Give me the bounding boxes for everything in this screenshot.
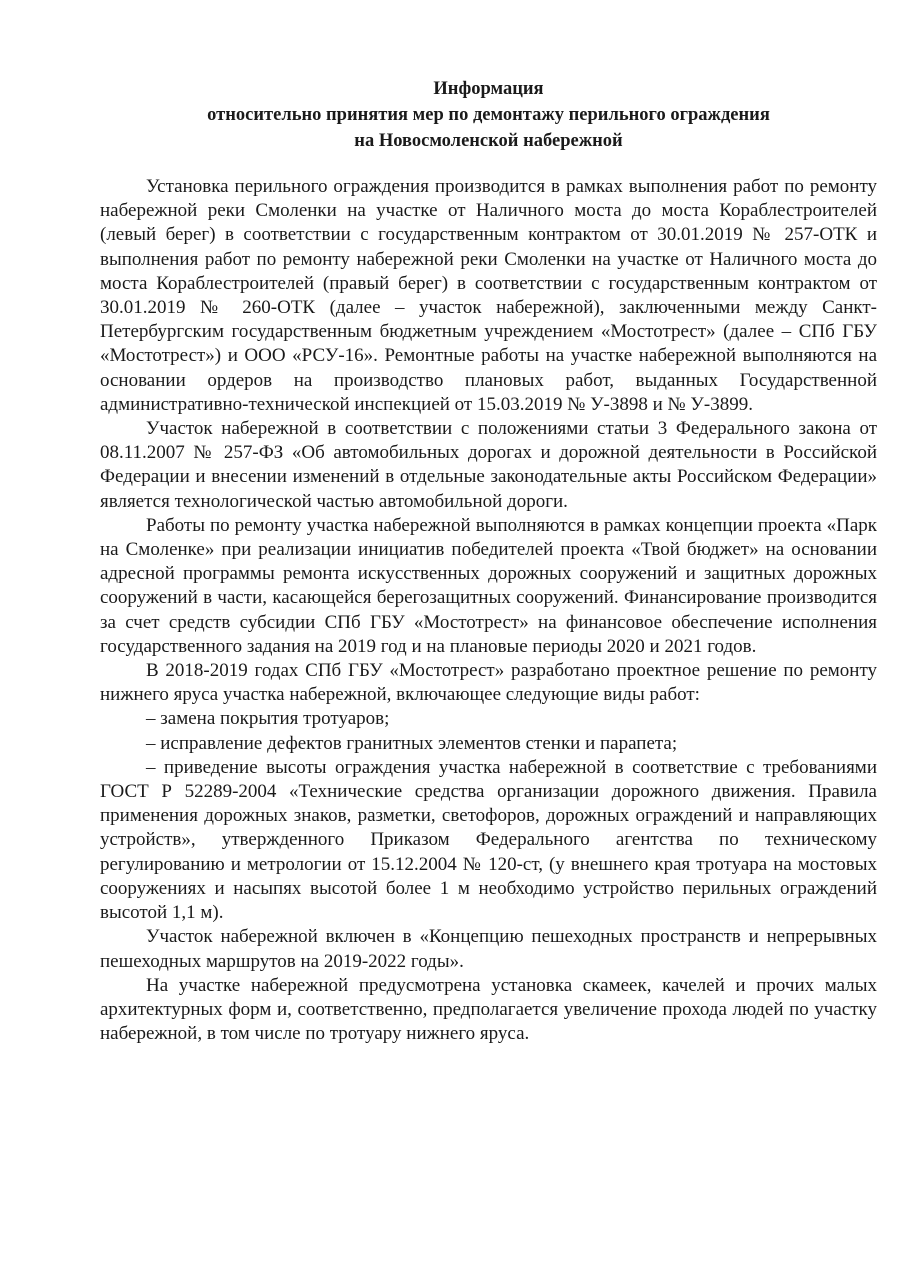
paragraph-6: На участке набережной предусмотрена установка скамеек, качелей и прочих малых архитектурных форм и, соответственно, предполагается увеличение прохода людей по участку набережной, в том числе по тротуару нижнего яруса.	[100, 974, 877, 1045]
paragraph-5: Участок набережной включен в «Концепцию пешеходных пространств и непрерывных пешеходных маршрутов на 2019-2022 годы».	[100, 926, 877, 972]
paragraph-4: В 2018-2019 годах СПб ГБУ «Мостотрест» разработано проектное решение по ремонту нижнего яруса участка набережной, включающее следующие виды работ:	[100, 660, 877, 706]
list-item-1: – замена покрытия тротуаров;	[146, 708, 390, 730]
document-body	[100, 175, 877, 1046]
list-item-2: – исправление дефектов гранитных элементов стенки и парапета;	[146, 732, 678, 754]
title-line-2: относительно принятия мер по демонтажу перильного ограждения	[207, 105, 770, 125]
document-title	[100, 76, 877, 154]
list-item-3: – приведение высоты ограждения участка набережной в соответствие с требованиями ГОСТ Р 52289-2004 «Технические средства организации дорожного движения. Правила применения дорожных знаков, разметки, светофоров, дорожных ограждений и направляющих устройств», утвержденного Приказом Федерального агентства по техническому регулированию и метрологии от 15.12.2004 № 120-ст, (у внешнего края тротуара на мостовых сооружениях и насыпях высотой более 1 м необходимо устройство перильных ограждений высотой 1,1 м).	[100, 756, 877, 924]
paragraph-2: Участок набережной в соответствии с положениями статьи 3 Федерального закона от 08.11.2007 № 257-ФЗ «Об автомобильных дорогах и дорожной деятельности в Российской Федерации и внесении изменений в отдельные законодательные акты Российском Федерации» является технологической частью автомобильной дороги.	[100, 418, 877, 512]
paragraph-1: Установка перильного ограждения производится в рамках выполнения работ по ремонту набережной реки Смоленки на участке от Наличного моста до моста Кораблестроителей (левый берег) в соответствии с государственным контрактом от 30.01.2019 № 257-ОТК и выполнения работ по ремонту набережной реки Смоленки на участке от Наличного моста до моста Кораблестроителей (правый берег) в соответствии с государственным контрактом от 30.01.2019 № 260-ОТК (далее – участок набережной), заключенными между Санкт-Петербургским государственным бюджетным учреждением «Мостотрест» (далее – СПб ГБУ «Мостотрест») и ООО «РСУ-16». Ремонтные работы на участке набережной выполняются на основании ордеров на производство плановых работ, выданных Государственной административно-технической инспекцией от 15.03.2019 № У-3898 и № У-3899.	[100, 176, 877, 415]
paragraph-3: Работы по ремонту участка набережной выполняются в рамках концепции проекта «Парк на Смоленке» при реализации инициатив победителей проекта «Твой бюджет» на основании адресной программы ремонта искусственных дорожных сооружений и защитных дорожных сооружений в части, касающейся берегозащитных сооружений. Финансирование производится за счет средств субсидии СПб ГБУ «Мостотрест» на финансовое обеспечение исполнения государственного задания на 2019 год и на плановые периоды 2020 и 2021 годов.	[100, 514, 877, 657]
title-line-1: Информация	[433, 79, 544, 99]
title-line-3: на Новосмоленской набережной	[354, 131, 623, 151]
